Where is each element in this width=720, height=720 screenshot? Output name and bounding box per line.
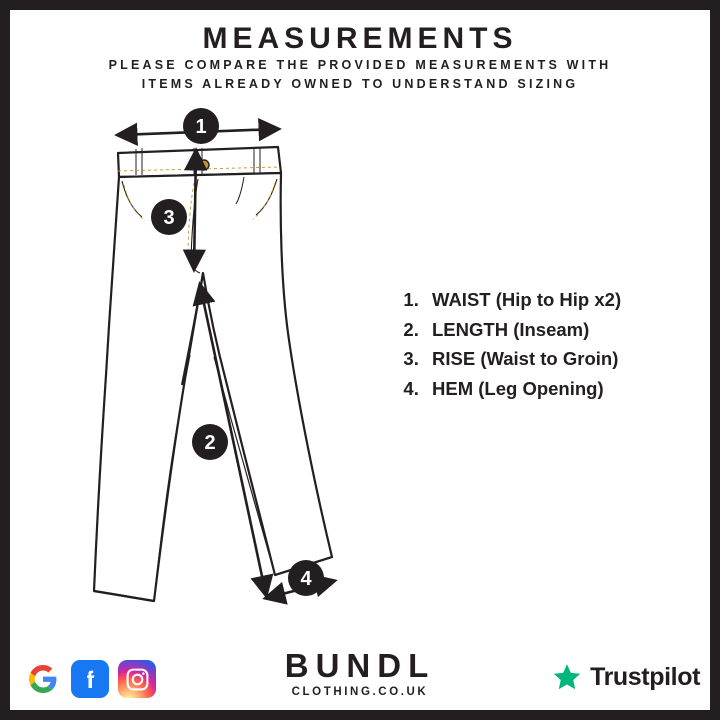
- subtitle-line-2: ITEMS ALREADY OWNED TO UNDERSTAND SIZING: [141, 77, 579, 91]
- legend-item-hem: 4. HEM (Leg Opening): [424, 374, 688, 404]
- facebook-icon[interactable]: [71, 660, 109, 698]
- measurement-legend: [398, 285, 688, 403]
- marker-badge-1: [183, 108, 219, 144]
- svg-text:1: 1: [195, 116, 207, 138]
- frame-border-left: [0, 0, 10, 720]
- svg-text:4: 4: [300, 568, 312, 590]
- jeans-outline: [94, 147, 332, 601]
- social-links: [24, 660, 156, 698]
- frame-border-right: [710, 0, 720, 720]
- jeans-diagram: [70, 105, 400, 625]
- trustpilot-label: Trustpilot: [590, 662, 700, 691]
- google-icon[interactable]: [24, 660, 62, 698]
- subtitle-line-1: PLEASE COMPARE THE PROVIDED MEASUREMENTS WITH: [108, 58, 612, 72]
- frame-border-bottom: [0, 710, 720, 720]
- trustpilot-badge[interactable]: [552, 662, 700, 692]
- legend-item-rise: 3. RISE (Waist to Groin): [424, 344, 688, 374]
- svg-text:2: 2: [204, 432, 216, 454]
- marker-badge-2: [192, 424, 228, 460]
- page-subtitle: [60, 56, 660, 94]
- brand-website: CLOTHING.CO.UK: [291, 686, 429, 698]
- marker-badge-3: [151, 199, 187, 235]
- marker-badge-4: [288, 560, 324, 596]
- legend-item-waist: 1. WAIST (Hip to Hip x2): [424, 285, 688, 315]
- trustpilot-star-icon: [552, 662, 582, 692]
- brand-name: BUNDL: [284, 647, 436, 684]
- instagram-icon[interactable]: [118, 660, 156, 698]
- svg-text:3: 3: [163, 207, 175, 229]
- frame-border-top: [0, 0, 720, 10]
- page-title: MEASUREMENTS: [202, 22, 518, 55]
- legend-item-length: 2. LENGTH (Inseam): [424, 315, 688, 345]
